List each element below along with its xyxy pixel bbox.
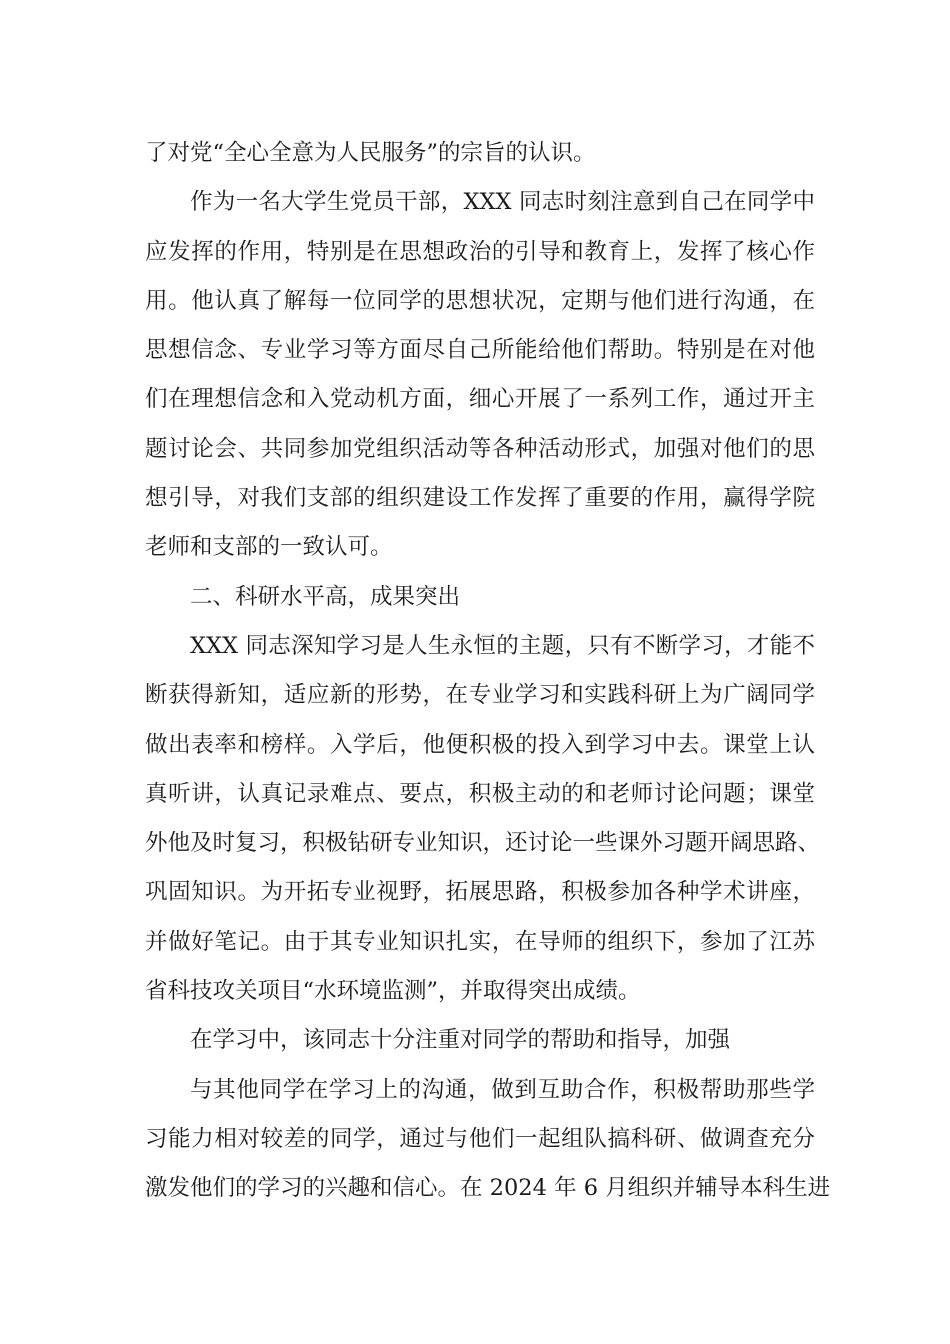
text-line: 在学习中，该同志十分注重对同学的帮助和指导，加强 [190,1027,731,1054]
text-line: 应发挥的作用，特别是在思想政治的引导和教育上，发挥了核心作 [145,238,815,265]
text-line: 作为一名大学生党员干部，XXX 同志时刻注意到自己在同学中 [190,189,815,216]
text-line: 断获得新知，适应新的形势，在专业学习和实践科研上为广阔同学 [145,682,815,709]
text-line: 与其他同学在学习上的沟通，做到互助合作，积极帮助那些学 [190,1076,815,1103]
text-line: 真听讲，认真记录难点、要点，积极主动的和老师讨论问题；课堂 [145,780,815,807]
text-line: 省科技攻关项目“水环境监测”，并取得突出成绩。 [145,978,641,1005]
text-line: 习能力相对较差的同学，通过与他们一起组队搞科研、做调查充分 [145,1125,815,1152]
text-line: 并做好笔记。由于其专业知识扎实，在导师的组织下，参加了江苏 [145,928,815,955]
text-line: 外他及时复习，积极钻研专业知识，还讨论一些课外习题开阔思路、 [145,830,821,857]
text-line: 了对党“全心全意为人民服务”的宗旨的认识。 [145,140,596,166]
text-line: 老师和支部的一致认可。 [145,534,393,561]
text-line: 二、科研水平高，成果突出 [190,583,461,610]
text-line: 激发他们的学习的兴趣和信心。在 2024 年 6 月组织并辅导本科生进 [145,1175,831,1202]
text-line: 们在理想信念和入党动机方面，细心开展了一系列工作，通过开主 [145,386,815,413]
text-line: 题讨论会、共同参加党组织活动等各种活动形式，加强对他们的思 [145,435,815,462]
text-line: 用。他认真了解每一位同学的思想状况，定期与他们进行沟通，在 [145,287,815,314]
text-line: 巩固知识。为开拓专业视野，拓展思路，积极参加各种学术讲座， [145,879,815,906]
text-line: 思想信念、专业学习等方面尽自己所能给他们帮助。特别是在对他 [145,337,815,364]
text-line: 做出表率和榜样。入学后，他便积极的投入到学习中去。课堂上认 [145,731,815,758]
document-body [145,129,831,1214]
text-line: XXX 同志深知学习是人生永恒的主题，只有不断学习，才能不 [190,632,815,659]
text-line: 想引导，对我们支部的组织建设工作发挥了重要的作用，赢得学院 [145,485,815,512]
